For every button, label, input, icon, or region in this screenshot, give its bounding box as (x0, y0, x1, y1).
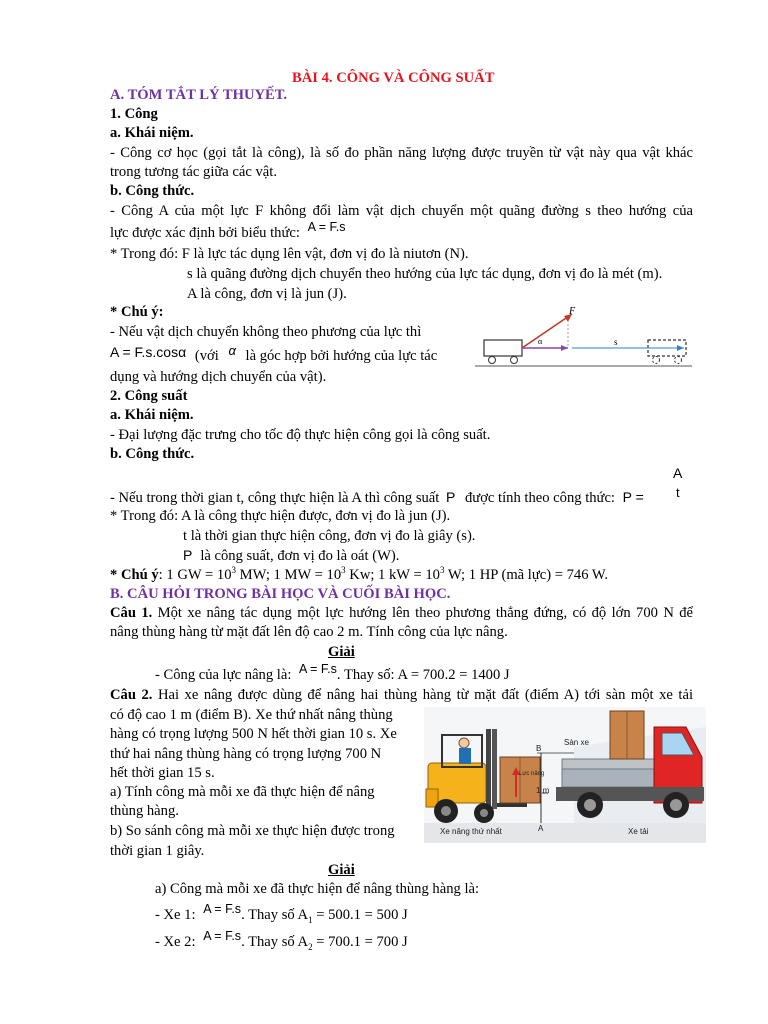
unit-hp: W; 1 HP (mã lực) = 746 W. (444, 567, 608, 583)
solution-2-heading: Giải (328, 862, 355, 878)
label-xe-nang: Xe nâng thứ nhất (440, 827, 502, 836)
car-1-sub: 1 (308, 914, 313, 925)
power-symbol: P (446, 489, 456, 505)
power-formula-intro-2: được tính theo công thức: (465, 490, 615, 506)
question-2-line-5: hết thời gian 15 s. (110, 765, 215, 781)
formula-a-equals-fs: A = F.s (307, 220, 346, 234)
paragraph-cong-definition: - Công cơ học (gọi tắt là công), là số đo phần năng lượng được truyền từ vật này qua vật khác (110, 145, 693, 161)
heading-khai-niem-1: a. Khái niệm. (110, 125, 194, 141)
exp-3: 3 (439, 565, 445, 576)
question-1-line-2: nâng thùng hàng từ mặt đất lên độ cao 2 m. Tính công của lực nâng. (110, 624, 508, 640)
question-2-line-8: b) So sánh công mà mỗi xe thực hiện được trong (110, 823, 395, 839)
car-2-formula: A = F.s (203, 929, 242, 943)
note-with: (với (194, 348, 219, 364)
where-t: t là thời gian thực hiện công, đơn vị đo là giây (s). (183, 528, 476, 544)
car-1-label: - Xe 1: (155, 907, 196, 923)
car-2-label: - Xe 2: (155, 934, 196, 950)
note-line-3: dụng và hướng dịch chuyển của vật). (110, 369, 327, 385)
exp-2: 3 (341, 565, 346, 576)
car-1-formula: A = F.s (203, 902, 242, 916)
forklift-truck-figure (424, 707, 706, 843)
displacement-label: s (614, 337, 618, 347)
solution-2-car-1 (155, 902, 408, 925)
heading-cong-thuc-1: b. Công thức. (110, 183, 195, 199)
paragraph-power-definition: - Đại lượng đặc trưng cho tốc độ thực hiện công gọi là công suất. (110, 427, 491, 443)
where-a-power: * Trong đó: A là công thực hiện được, đơn vị đo là jun (J). (110, 508, 451, 524)
car-1-text: . Thay số A (241, 907, 309, 923)
solution-2-intro: a) Công mà mỗi xe đã thực hiện để nâng thùng hàng là: (155, 881, 480, 897)
solution-1-text: - Công của lực nâng là: (155, 667, 292, 683)
exp-1: 3 (231, 565, 236, 576)
formula-p-equals: P = (622, 489, 644, 505)
note-line-1: - Nếu vật dịch chuyển không theo phương của lực thì (110, 324, 422, 340)
solution-1-result: . Thay số: A = 700.2 = 1400 J (336, 667, 510, 683)
unit-kw: Kw; 1 kW = 10 (345, 567, 440, 583)
heading-cong-thuc-2: b. Công thức. (110, 446, 195, 462)
angle-label: α (538, 337, 543, 346)
question-2-line-7: thùng hàng. (110, 803, 179, 819)
paragraph-cong-definition-cont: trong tương tác giữa các vật. (110, 164, 277, 180)
section-a-heading: A. TÓM TẮT LÝ THUYẾT. (110, 87, 288, 103)
fraction-numerator: A (673, 465, 683, 481)
question-2-line-3: hàng có trọng lượng 500 N hết thời gian 10 s. Xe (110, 726, 397, 742)
where-p-text: là công suất, đơn vị đo là oát (W). (200, 548, 400, 564)
heading-cong-suat: 2. Công suất (110, 388, 188, 404)
unit-gw: : 1 GW = 10 (158, 567, 232, 583)
note-line-2 (110, 343, 438, 365)
paragraph-power-formula (110, 488, 644, 507)
question-2-line-4: thứ hai nâng thùng hàng có trọng lượng 700 N (110, 746, 382, 762)
question-1-label: Câu 1. (110, 605, 153, 621)
force-displacement-figure (472, 302, 696, 374)
label-luc-nang: Lực nâng (519, 771, 545, 777)
solution-1-formula: A = F.s (299, 662, 337, 676)
car-2-text: . Thay số A (241, 934, 309, 950)
solution-1-heading: Giải (328, 644, 355, 660)
label-xe-tai: Xe tải (628, 827, 649, 836)
question-2-line-1 (110, 686, 693, 704)
paragraph-cong-formula: - Công A của một lực F không đổi làm vật dịch chuyển một quãng đường s theo hướng của (110, 203, 693, 219)
label-san-xe: Sàn xe (564, 738, 589, 747)
power-symbol-2: P (183, 547, 193, 563)
formula-cos: A = F.s.cosα (110, 344, 187, 360)
unit-mw: MW; 1 MW = 10 (236, 567, 342, 583)
heading-khai-niem-2: a. Khái niệm. (110, 407, 194, 423)
car-1-result: = 500.1 = 500 J (312, 907, 408, 923)
question-2-line-9: thời gian 1 giây. (110, 843, 205, 859)
unit-note-label: * Chú ý (110, 567, 159, 583)
question-1-text: Một xe nâng tác dụng một lực hướng lên theo phương thẳng đứng, có độ lớn 700 N để (152, 605, 694, 621)
question-2-text: Hai xe nâng được dùng để nâng hai thùng hàng từ mặt đất (điểm A) tới sàn một xe tải (152, 687, 694, 703)
car-2-result: = 700.1 = 700 J (312, 934, 408, 950)
label-one-meter: 1 m (536, 786, 550, 795)
where-p (183, 546, 399, 565)
question-2-line-2: có độ cao 1 m (điểm B). Xe thứ nhất nâng thùng (110, 707, 393, 723)
formula-intro: lực được xác định bởi biểu thức: (110, 225, 300, 241)
paragraph-cong-formula-cont (110, 220, 346, 242)
note-heading: * Chú ý: (110, 304, 164, 320)
question-2-line-6: a) Tính công mà mỗi xe đã thực hiện để nâng (110, 784, 375, 800)
solution-2-car-2 (155, 929, 408, 952)
section-b-heading: B. CÂU HỎI TRONG BÀI HỌC VÀ CUỐI BÀI HỌC. (110, 586, 451, 602)
note-angle-text: là góc hợp bởi hướng của lực tác (245, 348, 438, 364)
solution-1-line (155, 662, 510, 684)
unit-note (110, 566, 608, 584)
power-formula-intro: - Nếu trong thời gian t, công thực hiện là A thì công suất (110, 490, 440, 506)
page-title: BÀI 4. CÔNG VÀ CÔNG SUẤT (292, 70, 495, 86)
where-s: s là quãng đường dịch chuyển theo hướng của lực tác dụng, đơn vị đo là mét (m). (187, 266, 663, 282)
car-2-sub: 2 (308, 941, 313, 952)
question-2-label: Câu 2. (110, 687, 153, 703)
where-a: A là công, đơn vị là jun (J). (187, 286, 347, 302)
heading-cong: 1. Công (110, 106, 158, 122)
where-f: * Trong đó: F là lực tác dụng lên vật, đơn vị đo là niutơn (N). (110, 246, 469, 262)
alpha-symbol: α (228, 343, 236, 358)
label-point-b: B (536, 744, 542, 753)
fraction-denominator: t (676, 485, 680, 500)
label-point-a: A (538, 824, 544, 833)
question-1-line-1 (110, 604, 693, 622)
force-label: F (569, 306, 576, 317)
